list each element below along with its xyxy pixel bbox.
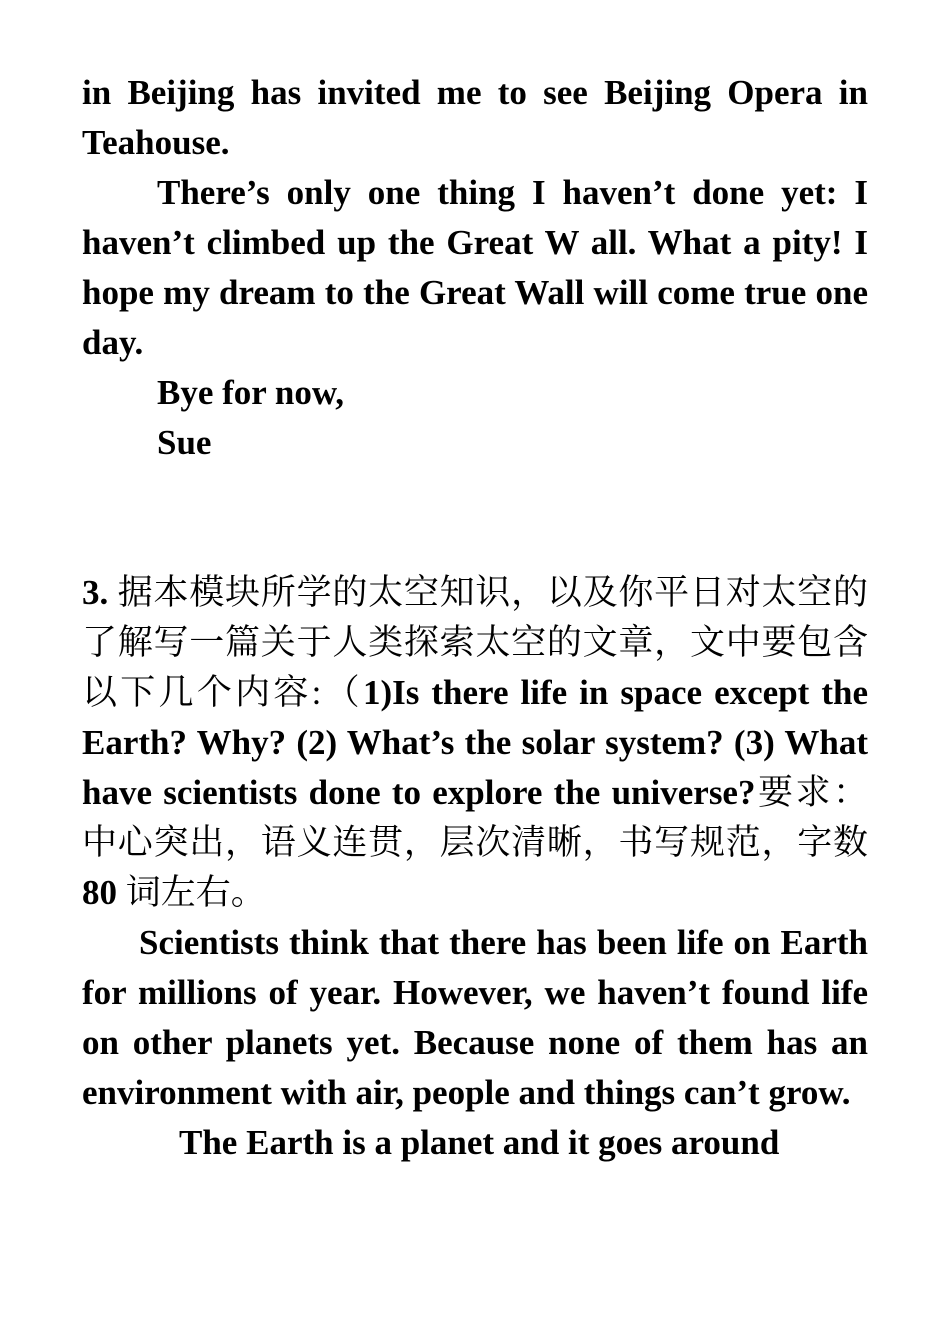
letter-paragraph-2: There’s only one thing I haven’t done yet: I haven’t climbed up the Great W all. What a pity! I hope my dream to the Great Wall will come true one day. xyxy=(82,173,868,362)
word-count: 80 xyxy=(82,873,117,912)
letter-paragraph-1: in Beijing has invited me to see Beijing Opera in Teahouse. xyxy=(82,73,868,162)
question-intro: 据本模块所学的太空知识，以及你平日对太空的了解写一篇关于人类探索太空的文章，文中要包含以下几个内容:（ xyxy=(82,573,868,712)
letter-signature: Sue xyxy=(157,423,212,462)
document-page xyxy=(82,68,868,1168)
question-number: 3. xyxy=(82,573,109,612)
letter-closing: Bye for now, xyxy=(157,373,344,412)
question-3 xyxy=(82,568,868,918)
question-item-1-number: 1 xyxy=(362,673,381,712)
question-requirements: 要求：中心突出，语义连贯，层次清晰，书写规范，字数 xyxy=(82,773,868,862)
question-requirements-end: 词左右。 xyxy=(117,873,266,912)
essay-paragraph-2: The Earth is a planet and it goes around xyxy=(179,1123,780,1162)
section-gap xyxy=(82,468,868,568)
question-items: )Is there life in space except the Earth? Why? (2) What’s the solar system? (3) What have scientists done to explore the universe? xyxy=(82,673,868,812)
essay-paragraph-1: Scientists think that there has been life on Earth for millions of year. However, we haven’t found life on other planets yet. Because none of them has an environment with air, people and things can’t grow. xyxy=(82,923,868,1112)
